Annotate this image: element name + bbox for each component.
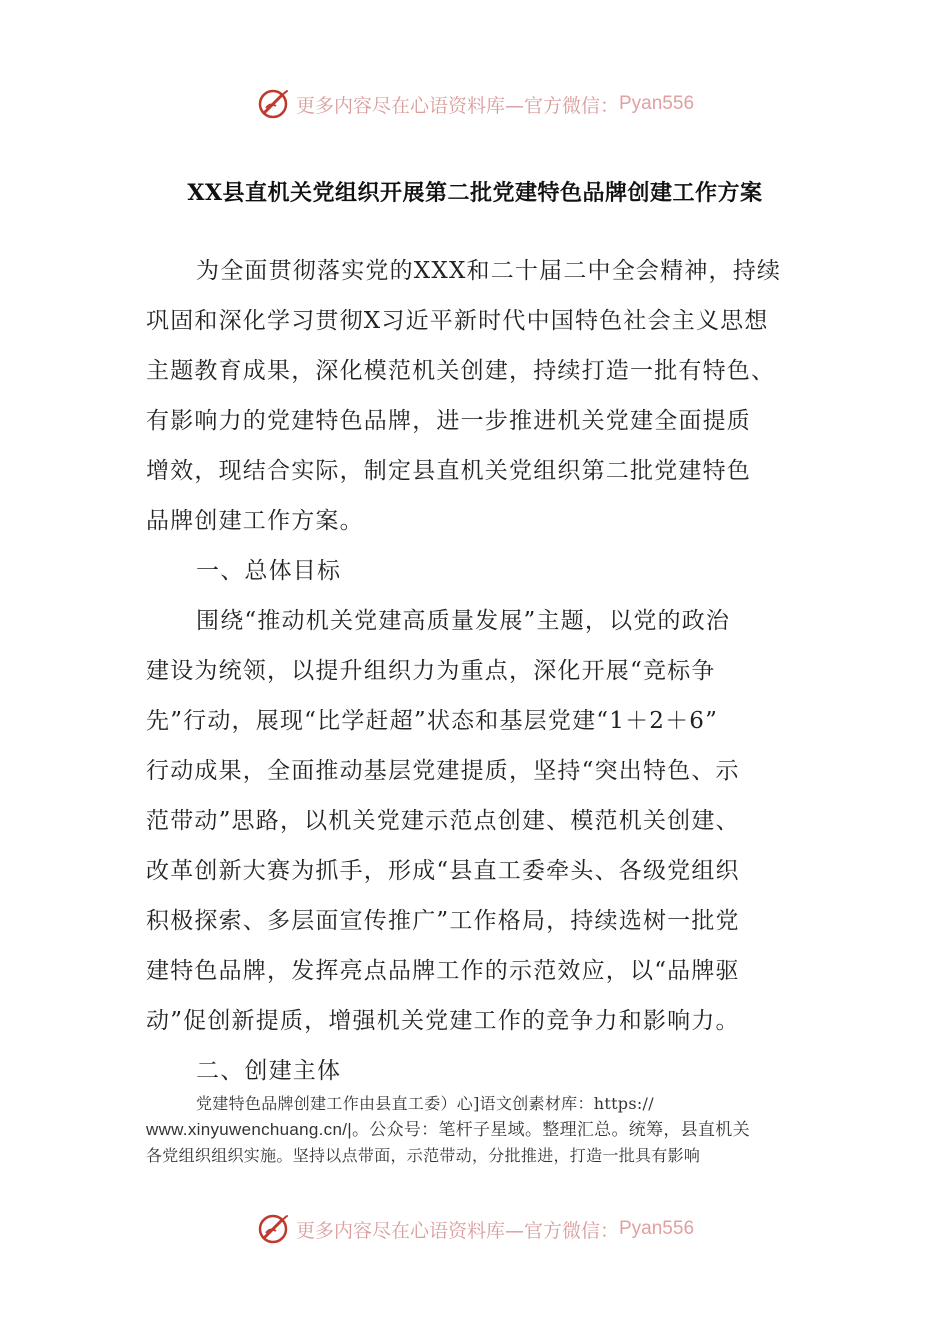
banner-handle: Pyan556 xyxy=(619,1218,695,1239)
paragraph-line: 先”行动，展现“比学赶超”状态和基层党建“1＋2＋6” xyxy=(146,708,719,734)
paragraph-line: 积极探索、多层面宣传推广”工作格局，持续选树一批党 xyxy=(146,908,740,934)
paragraph-line: 改革创新大赛为抓手，形成“县直工委牵头、各级党组织 xyxy=(146,858,740,884)
banner-text: 更多内容尽在心语资料库—官方微信： xyxy=(295,94,619,117)
section-heading: 一、总体目标 xyxy=(196,558,342,584)
paragraph-line: 品牌创建工作方案。 xyxy=(146,508,364,534)
banner-text: 更多内容尽在心语资料库—官方微信： xyxy=(295,1219,619,1242)
paragraph-line: 主题教育成果，深化模范机关创建，持续打造一批有特色、 xyxy=(146,358,776,384)
small-print-block xyxy=(146,1091,811,1169)
watermark-banner-bottom xyxy=(0,1209,950,1249)
paragraph-line: 有影响力的党建特色品牌，进一步推进机关党建全面提质 xyxy=(146,408,751,434)
watermark-banner-top xyxy=(0,84,950,124)
paragraph-line: 增效，现结合实际，制定县直机关党组织第二批党建特色 xyxy=(146,458,751,484)
paragraph-line: 建设为统领，以提升组织力为重点，深化开展“竞标争 xyxy=(146,658,716,684)
document-title: XX县直机关党组织开展第二批党建特色品牌创建工作方案 xyxy=(187,180,763,206)
document-body xyxy=(146,246,811,1096)
small-print-line: 党建特色品牌创建工作由县直工委）心]语文创素材库：https:// xyxy=(196,1094,654,1113)
small-print-line: 各党组织组织实施。坚持以点带面，示范带动，分批推进，打造一批具有影响 xyxy=(146,1146,701,1165)
paragraph-line: 巩固和深化学习贯彻X习近平新时代中国特色社会主义思想 xyxy=(146,308,769,334)
pen-logo-icon xyxy=(256,86,292,122)
paragraph-line: 行动成果，全面推动基层党建提质，坚持“突出特色、示 xyxy=(146,758,740,784)
paragraph-line: 动”促创新提质，增强机关党建工作的竞争力和影响力。 xyxy=(146,1008,740,1034)
paragraph-line: 为全面贯彻落实党的XXX和二十届二中全会精神，持续 xyxy=(196,258,782,284)
paragraph-line: 围绕“推动机关党建高质量发展”主题，以党的政治 xyxy=(196,608,731,634)
pen-logo-icon xyxy=(256,1211,292,1247)
small-print-line: www.xinyuwenchuang.cn/|。公众号：笔杆子星域。整理汇总。统筹，县直机关 xyxy=(146,1120,750,1139)
paragraph-line: 范带动”思路，以机关党建示范点创建、模范机关创建、 xyxy=(146,808,740,834)
section-heading: 二、创建主体 xyxy=(196,1058,342,1084)
paragraph-line: 建特色品牌，发挥亮点品牌工作的示范效应，以“品牌驱 xyxy=(146,958,740,984)
banner-handle: Pyan556 xyxy=(619,93,695,114)
